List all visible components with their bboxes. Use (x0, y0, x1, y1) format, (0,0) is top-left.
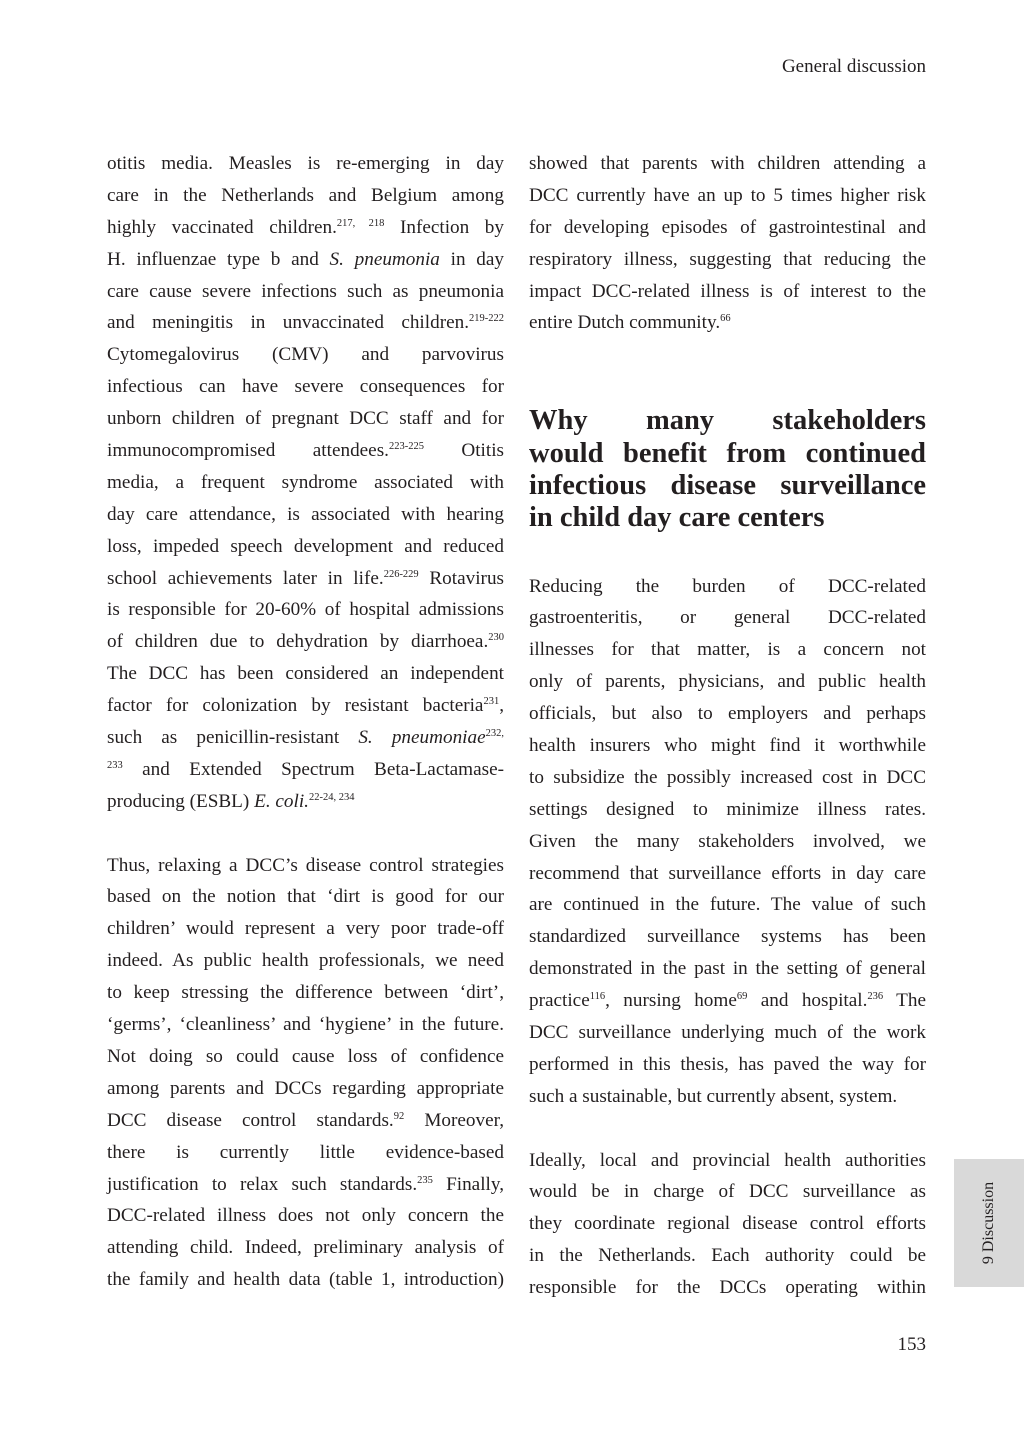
paragraph (107, 148, 504, 818)
text-line: to subsidize the possibly increased cost in DCC (529, 766, 926, 788)
text-line: Reducing the burden of DCC-related (529, 575, 926, 597)
citation-superscript: 217, 218 (336, 217, 385, 229)
heading-gap (529, 339, 926, 405)
text-line: there is currently little evidence-based (107, 1141, 504, 1163)
citation-superscript: 22-24, 234 (308, 791, 355, 803)
text-line: in the Netherlands. Each authority could be (529, 1245, 926, 1267)
paragraph-gap (529, 1113, 926, 1145)
text-line: care in the Netherlands and Belgium among (107, 184, 504, 206)
text-line: DCC-related illness does not only concern the (107, 1205, 504, 1227)
text-line: Not doing so could cause loss of confidence (107, 1045, 504, 1067)
italic-term: E. coli. (254, 790, 309, 812)
text-line: for developing episodes of gastrointestinal and (529, 216, 926, 238)
text-line: DCC disease control standards.$^{92}$ Moreover, (107, 1109, 504, 1131)
text-line: school achievements later in life.$^{226-229}$ Rotavirus (107, 567, 504, 589)
text-line: DCC surveillance underlying much of the work (529, 1022, 926, 1043)
text-line: infectious can have severe consequences for (107, 376, 504, 398)
text-line: Ideally, local and provincial health authorities (529, 1149, 926, 1171)
text-line: entire Dutch community.$^{66}$ (529, 312, 731, 334)
text-line: health insurers who might find it worthwhile (529, 734, 926, 756)
text-line: ‘germs’, ‘cleanliness’ and ‘hygiene’ in the future. (107, 1014, 504, 1036)
text-line: producing (ESBL) E. coli.$^{22-24, 234}$ (107, 790, 355, 812)
text-line: care cause severe infections such as pneumonia (107, 280, 504, 302)
left-column (107, 148, 504, 1296)
chapter-tab-label: 9 Discussion (980, 1181, 998, 1265)
text-line: $^{233}$ and Extended Spectrum Beta-Lactamase- (107, 758, 504, 780)
text-line: factor for colonization by resistant bacteria$^{231}$, (107, 695, 504, 717)
text-line: based on the notion that ‘dirt is good for our (107, 886, 504, 908)
text-line: would be in charge of DCC surveillance as (529, 1181, 926, 1203)
citation-superscript: 92 (393, 1110, 405, 1122)
text-line: indeed. As public health professionals, we need (107, 950, 504, 972)
heading-line: Why many stakeholders (529, 405, 926, 437)
citation-superscript: 69 (736, 991, 748, 1003)
text-line: Thus, relaxing a DCC’s disease control strategies (107, 854, 504, 876)
heading-gap (529, 535, 926, 571)
text-line: illnesses for that matter, is a concern not (529, 639, 926, 661)
text-line: such a sustainable, but currently absent, system. (529, 1085, 898, 1107)
text-line: Cytomegalovirus (CMV) and parvovirus (107, 344, 504, 366)
citation-superscript: 116 (589, 991, 606, 1003)
text-line: media, a frequent syndrome associated with (107, 471, 504, 493)
text-line: is responsible for 20-60% of hospital admissions (107, 599, 504, 621)
italic-term: S. pneumoniae (358, 727, 486, 749)
paragraph-gap (107, 818, 504, 850)
text-line: settings designed to minimize illness rates. (529, 798, 926, 820)
citation-superscript: 232, (485, 728, 504, 740)
citation-superscript: 223-225 (388, 441, 424, 453)
text-line: only of parents, physicians, and public health (529, 671, 926, 693)
text-line: H. influenzae type b and S. pneumonia in day (107, 248, 504, 270)
section-heading (529, 405, 926, 534)
text-line: day care attendance, is associated with hearing (107, 503, 504, 525)
citation-superscript: 226-229 (383, 568, 419, 580)
text-line: among parents and DCCs regarding appropriate (107, 1077, 504, 1099)
page-number: 153 (897, 1334, 926, 1355)
text-line: responsible for the DCCs operating within (529, 1277, 926, 1299)
heading-line: in child day care centers (529, 502, 825, 534)
text-line: officials, but also to employers and perhaps (529, 703, 926, 725)
text-line: standardized surveillance systems has been (529, 926, 926, 948)
text-line: DCC currently have an up to 5 times higher risk (529, 184, 926, 206)
text-line: showed that parents with children attending a (529, 153, 926, 174)
citation-superscript: 231 (483, 696, 500, 708)
running-head: General discussion (781, 56, 926, 77)
paragraph (529, 571, 926, 1113)
text-line: loss, impeded speech development and reduced (107, 535, 504, 557)
text-line: justification to relax such standards.$^{235}$ Finally, (107, 1173, 504, 1195)
text-line: of children due to dehydration by diarrhoea.$^{230}$ (107, 631, 504, 653)
text-line: unborn children of pregnant DCC staff and for (107, 408, 504, 430)
text-line: attending child. Indeed, preliminary analysis of (107, 1237, 504, 1259)
heading-line: would benefit from continued (529, 437, 926, 469)
chapter-tab[interactable] (954, 1159, 1024, 1287)
text-line: impact DCC-related illness is of interest to the (529, 280, 926, 302)
text-line: the family and health data (table 1, introduction) (107, 1269, 504, 1291)
italic-term: S. pneumonia (329, 248, 440, 270)
citation-superscript: 236 (867, 991, 884, 1003)
text-line: practice$^{116}$, nursing home$^{69}$ and hospital.$^{236}$ The (529, 990, 927, 1012)
text-line: The DCC has been considered an independent (107, 663, 504, 685)
citation-superscript: 66 (720, 313, 731, 325)
text-line: otitis media. Measles is re-emerging in day (107, 153, 504, 174)
citation-superscript: 219-222 (469, 313, 504, 325)
text-line: gastroenteritis, or general DCC-related (529, 607, 926, 629)
paragraph (529, 1145, 926, 1304)
text-line: recommend that surveillance efforts in day care (529, 862, 926, 884)
text-line: children’ would represent a very poor trade-off (107, 918, 504, 940)
citation-superscript: 230 (488, 632, 504, 644)
text-line: immunocompromised attendees.$^{223-225}$ Otitis (107, 440, 504, 462)
text-line: and meningitis in unvaccinated children.$^{219-222}$ (107, 312, 504, 334)
text-line: demonstrated in the past in the setting of general (529, 958, 926, 980)
paragraph (529, 148, 926, 339)
text-line: they coordinate regional disease control efforts (529, 1213, 926, 1235)
text-line: respiratory illness, suggesting that reducing the (529, 248, 926, 270)
citation-superscript: 233 (107, 759, 123, 771)
text-line: performed in this thesis, has paved the way for (529, 1053, 926, 1075)
text-line: highly vaccinated children.$^{217, 218}$ Infection by (107, 216, 504, 238)
heading-line: infectious disease surveillance (529, 469, 926, 501)
right-column (529, 148, 926, 1304)
paragraph (107, 850, 504, 1296)
text-line: to keep stressing the difference between ‘dirt’, (107, 982, 504, 1004)
text-line: Given the many stakeholders involved, we (529, 830, 926, 852)
text-line: such as penicillin-resistant S. pneumoniae$^{232,}$ (107, 727, 504, 749)
citation-superscript: 235 (417, 1174, 433, 1186)
text-line: are continued in the future. The value of such (529, 894, 926, 916)
